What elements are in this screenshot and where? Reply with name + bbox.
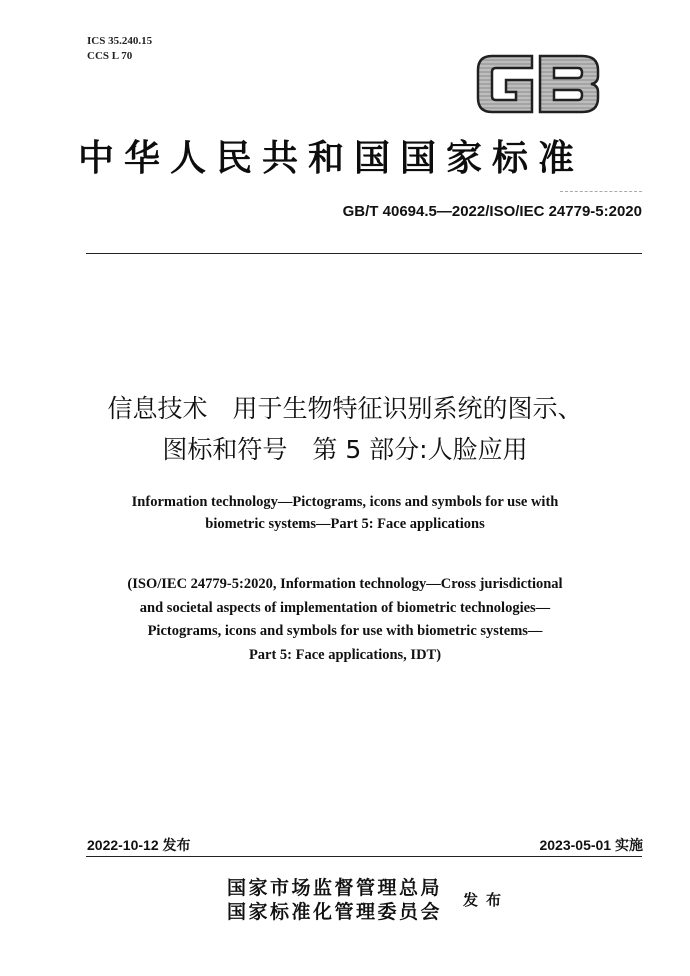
publisher-samr: 国家市场监督管理总局 [227,877,443,899]
english-title-line-1: Information technology—Pictograms, icons and symbols for use with [131,494,559,510]
english-title [40,491,650,535]
implementation-date: 2023-05-01 实施 [539,837,643,853]
chinese-title [40,388,650,470]
gb-logo [470,46,606,120]
issue-date: 2022-10-12 发布 [87,837,191,853]
ccs-code: CCS L 70 [87,50,133,62]
chinese-title-line-2: 图标和符号 第 5 部分:人脸应用 [162,435,528,464]
issuing-country-title: 中华人民共和国国家标准 [78,137,585,179]
publish-label: 发布 [463,891,510,909]
ics-code: ICS 35.240.15 [87,35,153,47]
original-title-line-2: and societal aspects of implementation of biometric technologies— [139,599,551,616]
original-title-line-4: Part 5: Face applications, IDT) [248,646,442,663]
original-standard-title [40,573,650,667]
decorative-divider [560,191,642,192]
original-title-line-1: (ISO/IEC 24779-5:2020, Information technology—Cross jurisdictional [127,576,563,592]
standard-number: GB/T 40694.5—2022/ISO/IEC 24779-5:2020 [342,203,642,220]
publisher-sac: 国家标准化管理委员会 [227,901,443,923]
chinese-title-line-1: 信息技术 用于生物特征识别系统的图示、 [107,394,583,423]
english-title-line-2: biometric systems—Part 5: Face applications [205,516,485,532]
publishing-authorities [227,876,442,924]
header-rule [86,253,642,254]
classification-codes [87,34,152,64]
footer-rule [86,856,642,857]
original-title-line-3: Pictograms, icons and symbols for use with biometric systems— [147,623,543,639]
